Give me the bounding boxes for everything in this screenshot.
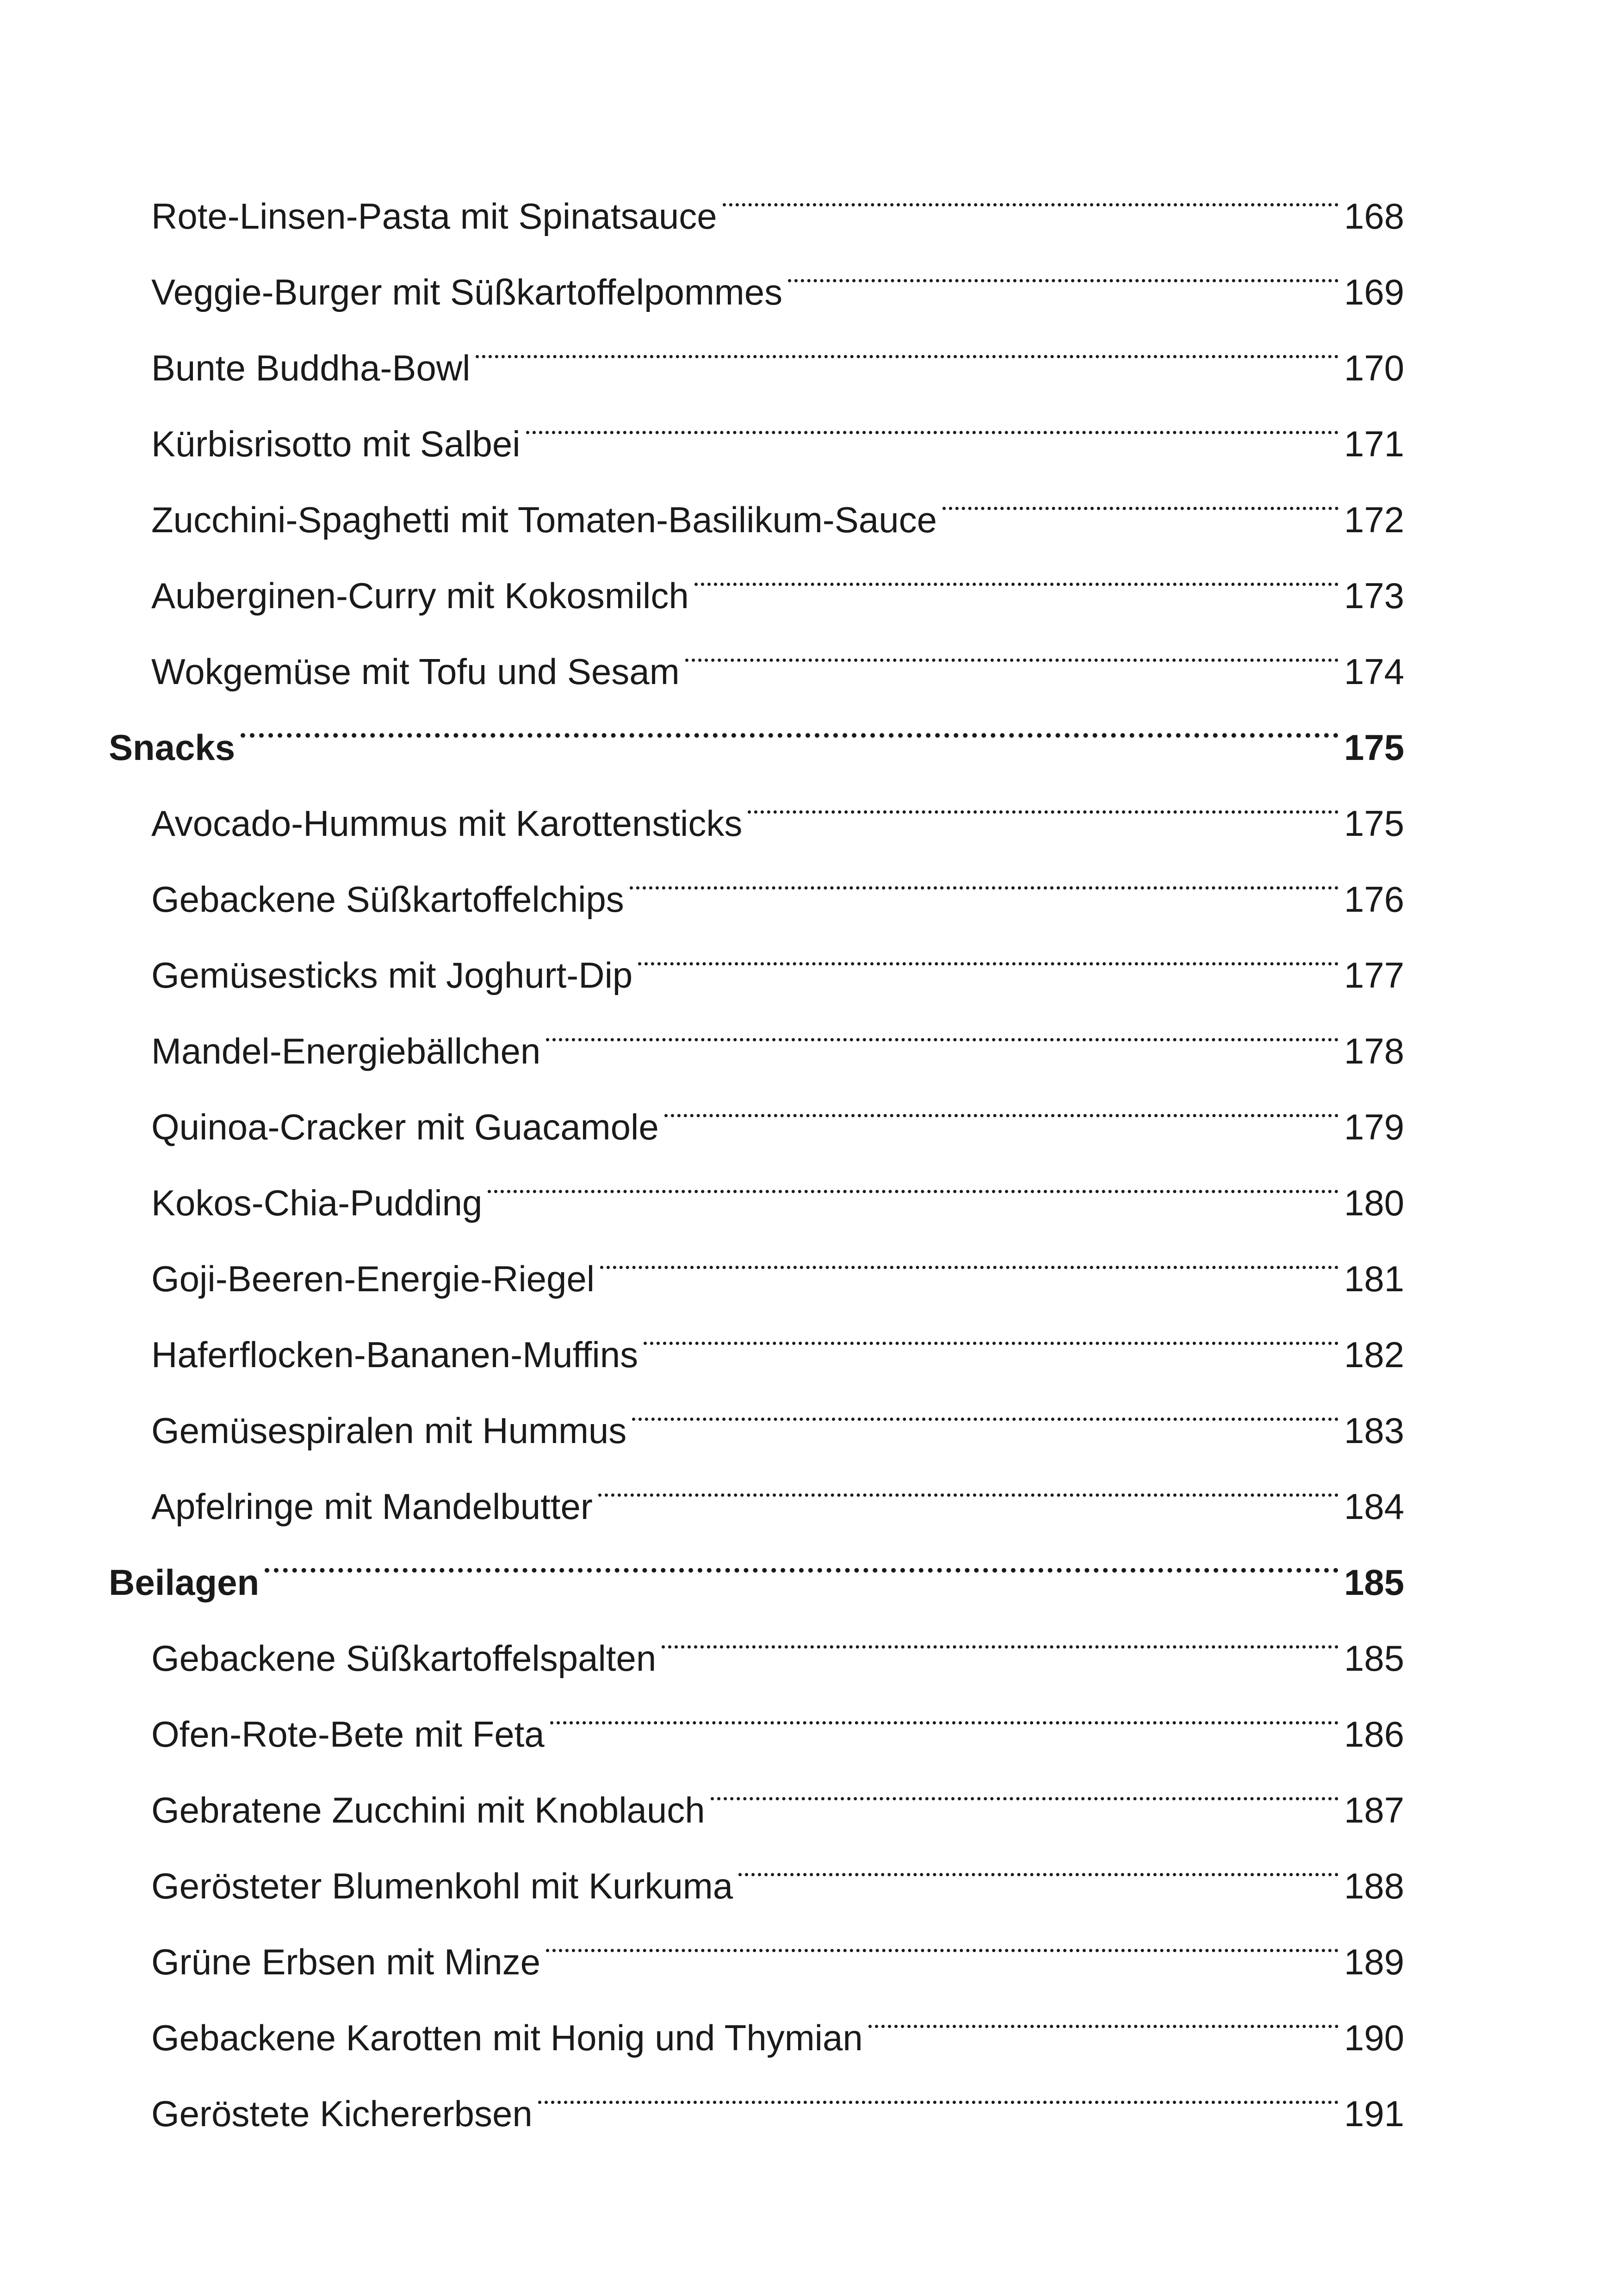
- table-of-contents: [109, 153, 1404, 2134]
- toc-entry-page: 186: [1344, 1714, 1404, 1755]
- dot-leader: [644, 1291, 1339, 1367]
- toc-section-page: 185: [1344, 1562, 1404, 1603]
- toc-entry-page: 190: [1344, 2017, 1404, 2058]
- dot-leader: [662, 1595, 1339, 1671]
- toc-entry-title: Gebackene Süßkartoffelchips: [151, 879, 624, 920]
- toc-entry[interactable]: [109, 153, 1404, 236]
- dot-leader: [241, 684, 1339, 760]
- toc-entry-title: Gebackene Süßkartoffelspalten: [151, 1638, 657, 1679]
- toc-entry-page: 179: [1344, 1107, 1404, 1147]
- dot-leader: [738, 1823, 1339, 1898]
- dot-leader: [711, 1747, 1339, 1823]
- toc-entry-title: Quinoa-Cracker mit Guacamole: [151, 1107, 659, 1147]
- toc-entry-title: Avocado-Hummus mit Karottensticks: [151, 803, 743, 844]
- dot-leader: [598, 1443, 1339, 1519]
- toc-entry-title: Gebackene Karotten mit Honig und Thymian: [151, 2017, 863, 2058]
- toc-entry-title: Veggie-Burger mit Süßkartoffelpommes: [151, 272, 783, 312]
- toc-entry-page: 183: [1344, 1410, 1404, 1451]
- toc-entry-page: 178: [1344, 1031, 1404, 1071]
- toc-entry-page: 171: [1344, 423, 1404, 464]
- dot-leader: [685, 608, 1339, 684]
- toc-entry-title: Bunte Buddha-Bowl: [151, 348, 471, 388]
- toc-entry-title: Wokgemüse mit Tofu und Sesam: [151, 651, 680, 692]
- toc-entry-page: 184: [1344, 1486, 1404, 1527]
- toc-entry-page: 173: [1344, 575, 1404, 616]
- toc-entry-page: 188: [1344, 1866, 1404, 1906]
- toc-entry-page: 176: [1344, 879, 1404, 920]
- toc-entry[interactable]: [109, 760, 1404, 844]
- toc-entry-title: Gebratene Zucchini mit Knoblauch: [151, 1790, 705, 1830]
- toc-entry-page: 170: [1344, 348, 1404, 388]
- dot-leader: [550, 1671, 1339, 1747]
- toc-entry-page: 177: [1344, 955, 1404, 996]
- toc-entry-title: Zucchini-Spaghetti mit Tomaten-Basilikum-Sauce: [151, 499, 937, 540]
- dot-leader: [638, 912, 1339, 988]
- toc-entry-title: Mandel-Energiebällchen: [151, 1031, 541, 1071]
- toc-entry-title: Kürbisrisotto mit Salbei: [151, 423, 521, 464]
- toc-entry-title: Gemüsespiralen mit Hummus: [151, 1410, 627, 1451]
- toc-entry-title: Geröstete Kichererbsen: [151, 2093, 533, 2134]
- dot-leader: [546, 988, 1339, 1064]
- toc-entry-title: Apfelringe mit Mandelbutter: [151, 1486, 593, 1527]
- dot-leader: [600, 1215, 1339, 1291]
- dot-leader: [748, 760, 1339, 836]
- toc-entry-page: 189: [1344, 1941, 1404, 1982]
- toc-section-snacks[interactable]: [109, 684, 1404, 768]
- dot-leader: [664, 1064, 1339, 1139]
- toc-entry-page: 169: [1344, 272, 1404, 312]
- toc-entry-page: 172: [1344, 499, 1404, 540]
- dot-leader: [538, 2050, 1339, 2126]
- toc-entry-page: 174: [1344, 651, 1404, 692]
- toc-entry-title: Kokos-Chia-Pudding: [151, 1182, 483, 1223]
- dot-leader: [630, 836, 1339, 912]
- toc-entry-title: Rote-Linsen-Pasta mit Spinatsauce: [151, 196, 717, 236]
- toc-entry-title: Ofen-Rote-Bete mit Feta: [151, 1714, 545, 1755]
- dot-leader: [526, 380, 1339, 456]
- toc-section-title: Snacks: [109, 727, 236, 768]
- dot-leader: [488, 1139, 1338, 1215]
- dot-leader: [723, 153, 1339, 229]
- toc-entry-title: Haferflocken-Bananen-Muffins: [151, 1334, 639, 1375]
- toc-entry-title: Gerösteter Blumenkohl mit Kurkuma: [151, 1866, 733, 1906]
- toc-entry-title: Gemüsesticks mit Joghurt-Dip: [151, 955, 633, 996]
- toc-entry-page: 168: [1344, 196, 1404, 236]
- dot-leader: [868, 1974, 1339, 2050]
- dot-leader: [942, 456, 1339, 532]
- toc-entry-page: 180: [1344, 1182, 1404, 1223]
- toc-entry-page: 175: [1344, 803, 1404, 844]
- toc-section-beilagen[interactable]: [109, 1519, 1404, 1603]
- toc-entry-page: 182: [1344, 1334, 1404, 1375]
- dot-leader: [788, 229, 1339, 305]
- toc-entry-page: 185: [1344, 1638, 1404, 1679]
- dot-leader: [694, 532, 1339, 608]
- toc-section-title: Beilagen: [109, 1562, 260, 1603]
- toc-entry-page: 191: [1344, 2093, 1404, 2134]
- toc-entry-page: 181: [1344, 1258, 1404, 1299]
- dot-leader: [265, 1519, 1339, 1595]
- toc-section-page: 175: [1344, 727, 1404, 768]
- toc-entry-title: Grüne Erbsen mit Minze: [151, 1941, 540, 1982]
- toc-entry[interactable]: [109, 1595, 1404, 1679]
- toc-entry-page: 187: [1344, 1790, 1404, 1830]
- dot-leader: [632, 1367, 1339, 1443]
- toc-entry-title: Auberginen-Curry mit Kokosmilch: [151, 575, 689, 616]
- dot-leader: [546, 1898, 1339, 1974]
- dot-leader: [476, 305, 1338, 380]
- toc-entry-title: Goji-Beeren-Energie-Riegel: [151, 1258, 595, 1299]
